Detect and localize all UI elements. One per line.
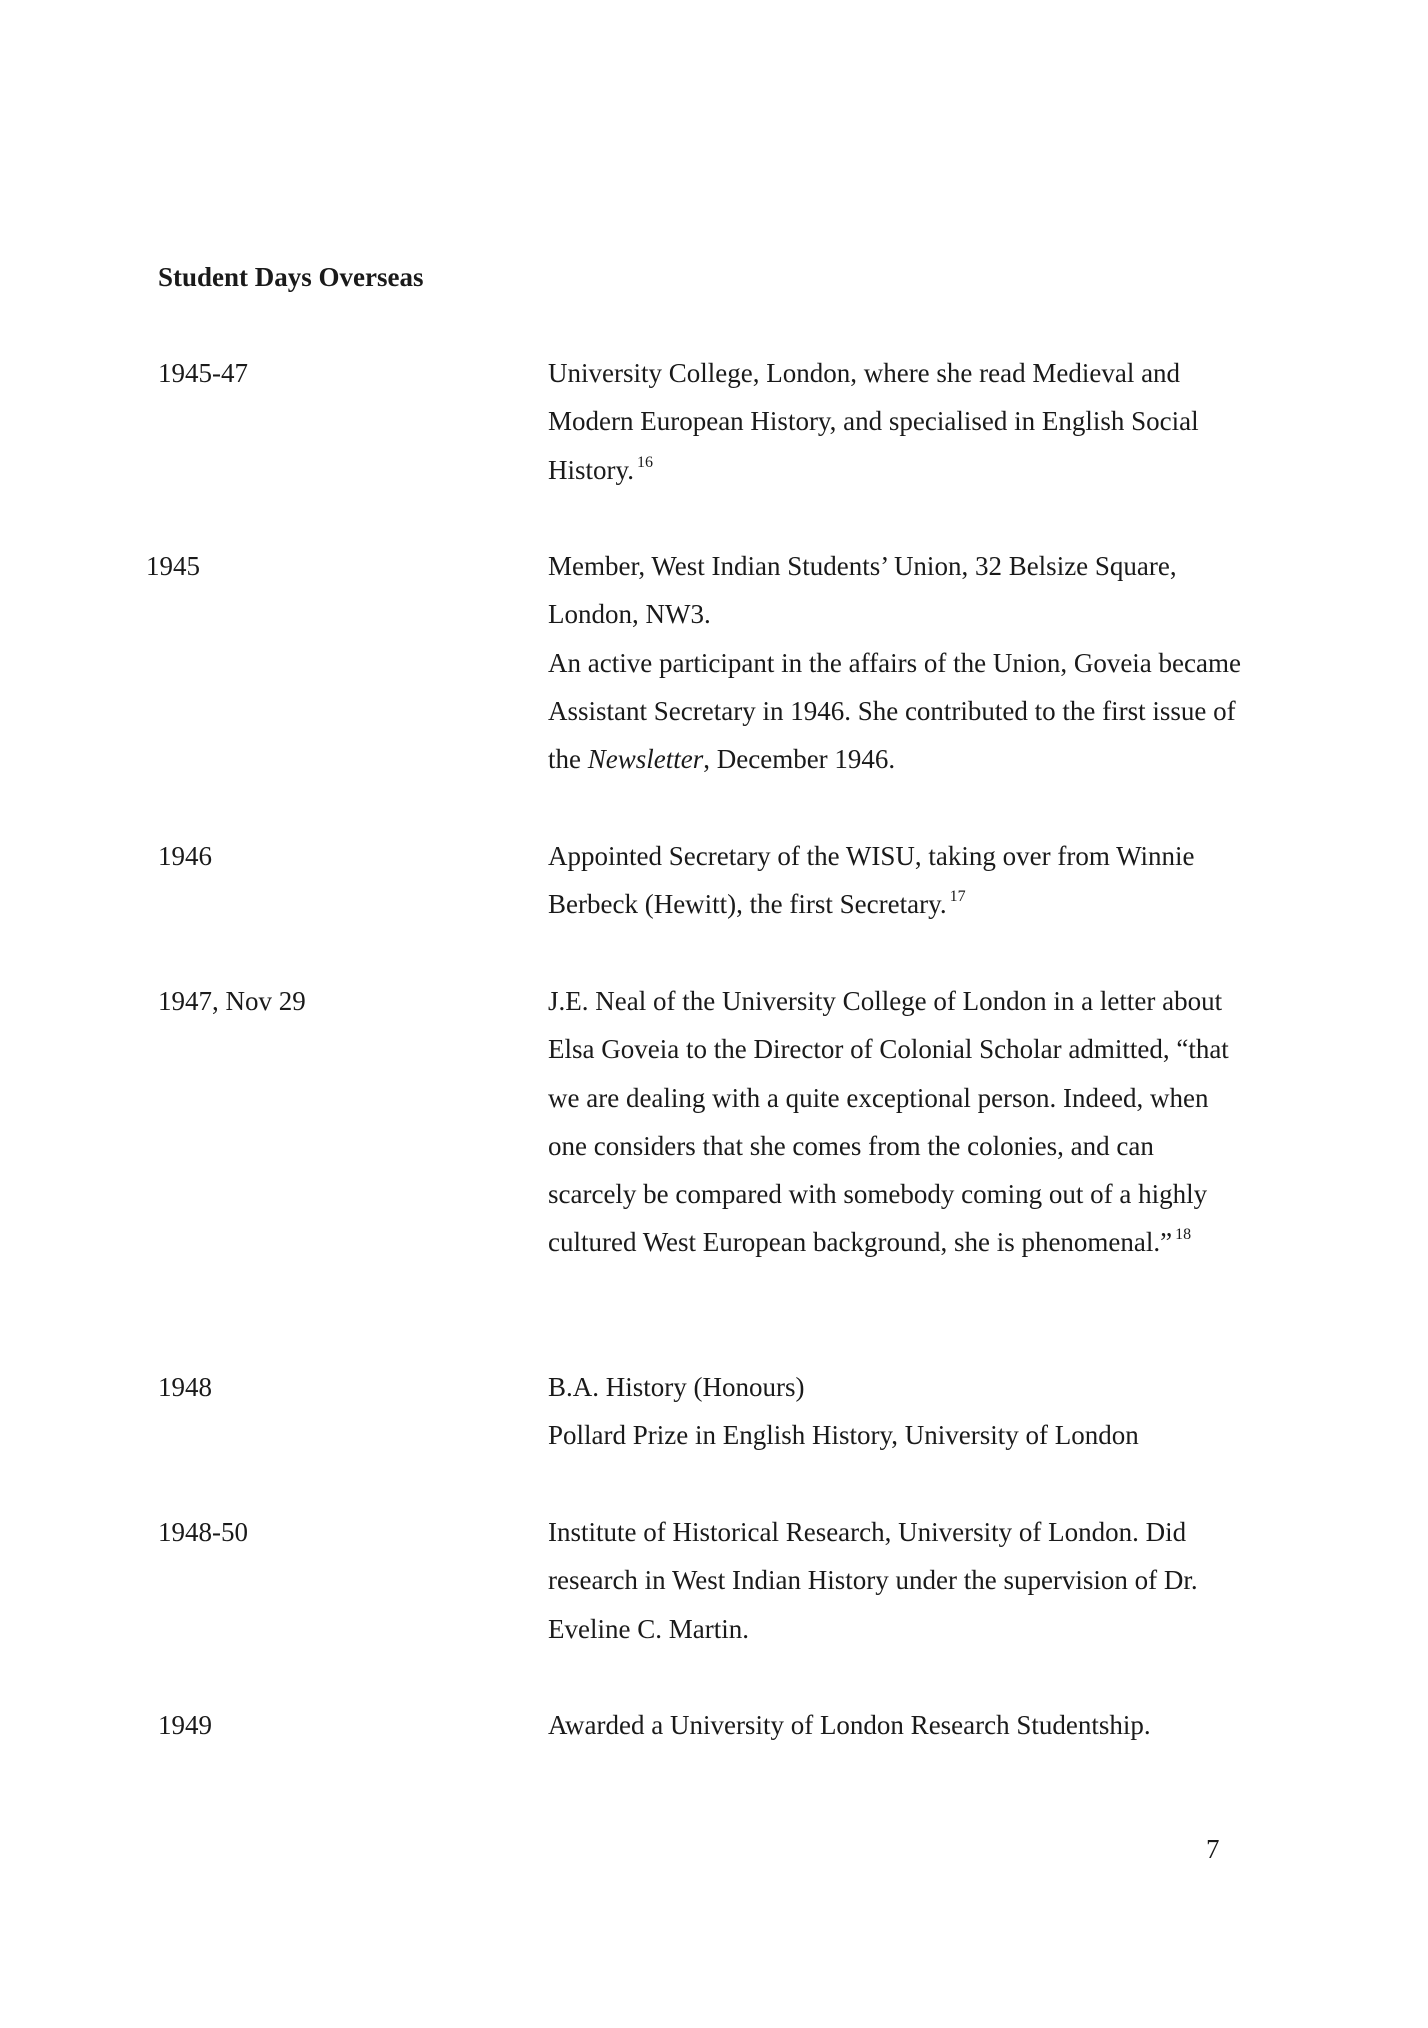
entry-description [548, 542, 1248, 783]
publication-title: Newsletter [587, 744, 704, 775]
section-heading: Student Days Overseas [158, 262, 424, 292]
entry-description [548, 832, 1248, 929]
entry-date: 1948-50 [158, 1517, 248, 1547]
entry-date: 1946 [158, 841, 212, 871]
footnote-marker[interactable]: 18 [1175, 1226, 1192, 1244]
entry-line: Awarded a University of London Research Studentship. [548, 1710, 1151, 1740]
entry-date: 1945 [146, 551, 200, 581]
entry-line: Member, West Indian Students’ Union, 32 Belsize Square, London, NW3. [548, 551, 1177, 630]
entry-description [548, 1701, 1248, 1749]
entry-line: An active participant in the affairs of the Union, Goveia became Assistant Secretary in 1946. She contributed to the first issue of the Newsletter, December 1946. [548, 647, 1241, 775]
entry-line: University College, London, where she read Medieval and Modern European History, and specialised in English Social History. $^{16}$ [548, 358, 1199, 485]
entry-date: 1945-47 [158, 358, 248, 388]
entry-date: 1948 [158, 1372, 212, 1402]
entry-description [548, 1508, 1248, 1653]
entry-description [548, 1363, 1248, 1460]
entry-date: 1949 [158, 1710, 212, 1740]
page-number: 7 [1206, 1834, 1220, 1864]
entry-line: Appointed Secretary of the WISU, taking over from Winnie Berbeck (Hewitt), the first Secretary. $^{17}$ [548, 841, 1195, 920]
entry-line: J.E. Neal of the University College of London in a letter about Elsa Goveia to the Director of Colonial Scholar admitted, “that we are dealing with a quite exceptional person. Indeed, when one considers that she comes from the colonies, and can scarcely be compared with somebody coming out of a highly cultured West European background, she is phenomenal.” $^{18}$ [548, 986, 1229, 1258]
footnote-marker[interactable]: 16 [637, 453, 653, 471]
entry-line: Institute of Historical Research, University of London. Did research in West Indian History under the supervision of Dr. Eveline C. Martin. [548, 1517, 1198, 1644]
footnote-marker[interactable]: 17 [949, 888, 966, 906]
entry-description [548, 349, 1248, 494]
entry-line: Pollard Prize in English History, University of London [548, 1420, 1139, 1451]
entry-line: B.A. History (Honours) [548, 1372, 805, 1402]
entry-description [548, 977, 1248, 1267]
entry-date: 1947, Nov 29 [158, 986, 306, 1016]
